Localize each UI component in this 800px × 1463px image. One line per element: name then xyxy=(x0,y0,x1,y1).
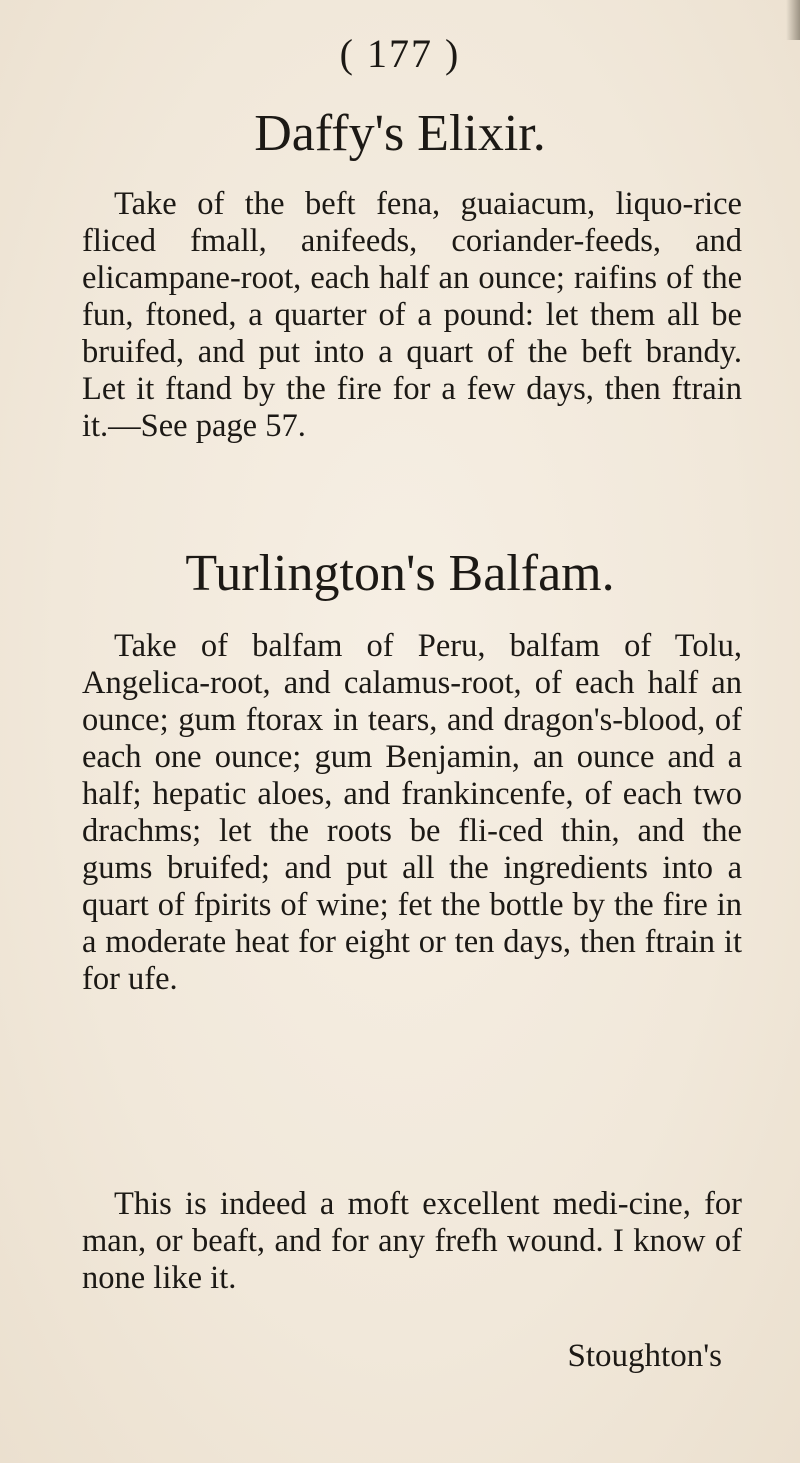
commentary-paragraph: This is indeed a moft excellent medi-cine, for man, or beaft, and for any frefh wound. I know of none like it. xyxy=(82,1186,742,1296)
recipe-paragraph-daffys-elixir: Take of the beft fena, guaiacum, liquo-rice fliced fmall, anifeeds, coriander-feeds, and elicampane-root, each half an ounce; raifins of the fun, ftoned, a quarter of a pound: let them all be bruifed, and put into a quart of the beft brandy. Let it ftand by the fire for a few days, then ftrain it.—See page 57. xyxy=(82,186,742,444)
recipe-paragraph-turlingtons-balsam: Take of balfam of Peru, balfam of Tolu, Angelica-root, and calamus-root, of each half an ounce; gum ftorax in tears, and dragon's-blood, of each one ounce; gum Benjamin, an ounce and a half; hepatic aloes, and frankincenfe, of each two drachms; let the roots be fli-ced thin, and the gums bruifed; and put all the ingredients into a quart of fpirits of wine; fet the bottle by the fire in a moderate heat for eight or ten days, then ftrain it for ufe. xyxy=(82,628,742,997)
catchword: Stoughton's xyxy=(567,1338,722,1374)
page-number: ( 177 ) xyxy=(339,31,461,76)
section-heading-turlingtons-balsam: Turlington's Balfam. xyxy=(185,545,615,602)
section-heading-daffys-elixir: Daffy's Elixir. xyxy=(254,105,546,162)
